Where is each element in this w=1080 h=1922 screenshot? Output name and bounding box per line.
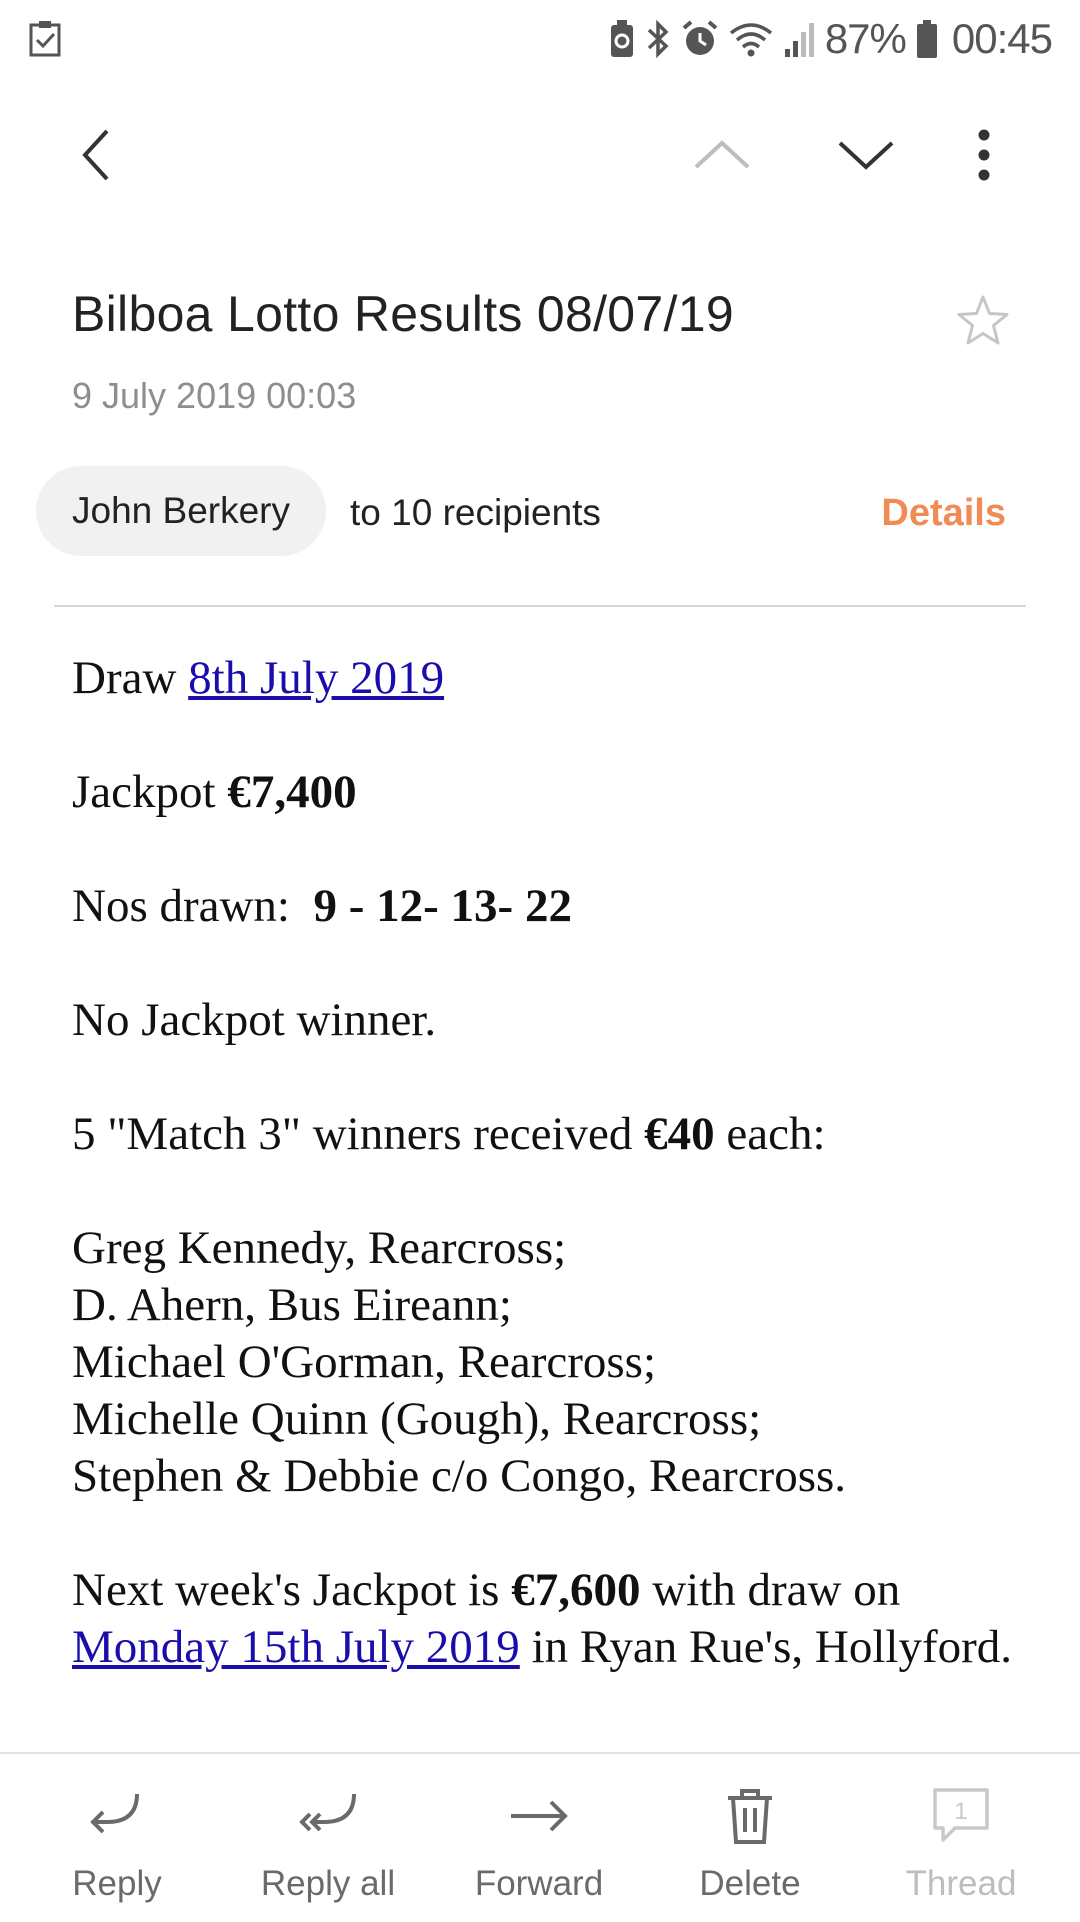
jackpot-line (72, 764, 1032, 821)
thread-label: Thread (905, 1864, 1017, 1903)
match-amount: €40 (644, 1108, 715, 1160)
next-jackpot-label: Next week's Jackpot is (72, 1564, 512, 1616)
numbers-label: Nos drawn: (72, 880, 314, 932)
email-action-bar (0, 1752, 1080, 1922)
reply-all-button[interactable] (228, 1784, 428, 1904)
reply-label: Reply (72, 1864, 162, 1903)
more-options-icon (977, 129, 991, 181)
thread-button[interactable] (861, 1784, 1061, 1904)
recipients-summary: to 10 recipients (350, 492, 601, 533)
email-date: 9 July 2019 00:03 (72, 375, 357, 416)
jackpot-amount: €7,400 (227, 766, 357, 818)
delete-label: Delete (699, 1864, 801, 1903)
thread-count: 1 (954, 1798, 968, 1825)
draw-label: Draw (72, 652, 189, 704)
next-email-button[interactable] (826, 115, 906, 195)
more-options-button[interactable] (944, 115, 1024, 195)
next-jackpot-line (72, 1562, 1032, 1676)
reply-button[interactable] (17, 1784, 217, 1904)
forward-button[interactable] (439, 1784, 639, 1904)
sender-name: John Berkery (72, 490, 290, 531)
signal-icon (783, 19, 815, 59)
next-draw-venue: in Ryan Rue's, Hollyford. (519, 1621, 1013, 1673)
winner-item: Stephen & Debbie c/o Congo, Rearcross. (72, 1450, 847, 1502)
email-subject: Bilboa Lotto Results 08/07/19 (72, 286, 734, 342)
star-icon (955, 293, 1011, 349)
alarm-icon (681, 19, 719, 59)
draw-line (72, 650, 1032, 707)
task-check-icon (28, 20, 62, 58)
status-icons (609, 10, 1052, 68)
no-winner-line: No Jackpot winner. (72, 994, 437, 1046)
drawn-numbers: 9 - 12- 13- 22 (313, 880, 572, 932)
battery-icon (916, 19, 938, 59)
match-line (72, 1106, 1032, 1163)
details-link[interactable]: Details (881, 492, 1006, 534)
battery-percent: 87% (824, 15, 906, 62)
winner-item: D. Ahern, Bus Eireann; (72, 1279, 512, 1331)
sender-chip[interactable] (36, 466, 326, 556)
next-draw-date-link[interactable]: Monday 15th July 2019 (72, 1621, 520, 1673)
wifi-icon (729, 19, 773, 59)
reply-all-icon (296, 1784, 360, 1848)
forward-label: Forward (474, 1864, 604, 1903)
thread-icon (929, 1784, 993, 1848)
header-divider (54, 605, 1026, 607)
battery-saver-icon (609, 19, 635, 59)
match-label: 5 "Match 3" winners received (72, 1108, 645, 1160)
winners-list (72, 1220, 1032, 1505)
winner-item: Greg Kennedy, Rearcross; (72, 1222, 567, 1274)
delete-icon (718, 1784, 782, 1848)
delete-button[interactable] (650, 1784, 850, 1904)
clock: 00:45 (951, 15, 1052, 62)
email-body (72, 650, 1032, 1733)
next-email-icon (836, 135, 896, 175)
forward-icon (507, 1784, 571, 1848)
bluetooth-icon (645, 19, 671, 59)
star-button[interactable] (955, 293, 1011, 349)
email-toolbar (0, 90, 1080, 220)
status-bar (0, 0, 1080, 78)
winner-item: Michael O'Gorman, Rearcross; (72, 1336, 657, 1388)
winner-item: Michelle Quinn (Gough), Rearcross; (72, 1393, 762, 1445)
match-suffix: each: (714, 1108, 826, 1160)
back-icon (75, 125, 115, 185)
numbers-line (72, 878, 1032, 935)
reply-icon (85, 1784, 149, 1848)
next-draw-label: with draw on (640, 1564, 901, 1616)
next-jackpot-amount: €7,600 (511, 1564, 641, 1616)
reply-all-label: Reply all (260, 1864, 396, 1903)
draw-date-link[interactable]: 8th July 2019 (188, 652, 445, 704)
previous-email-button[interactable] (682, 115, 762, 195)
previous-email-icon (692, 135, 752, 175)
jackpot-label: Jackpot (72, 766, 228, 818)
back-button[interactable] (55, 115, 135, 195)
